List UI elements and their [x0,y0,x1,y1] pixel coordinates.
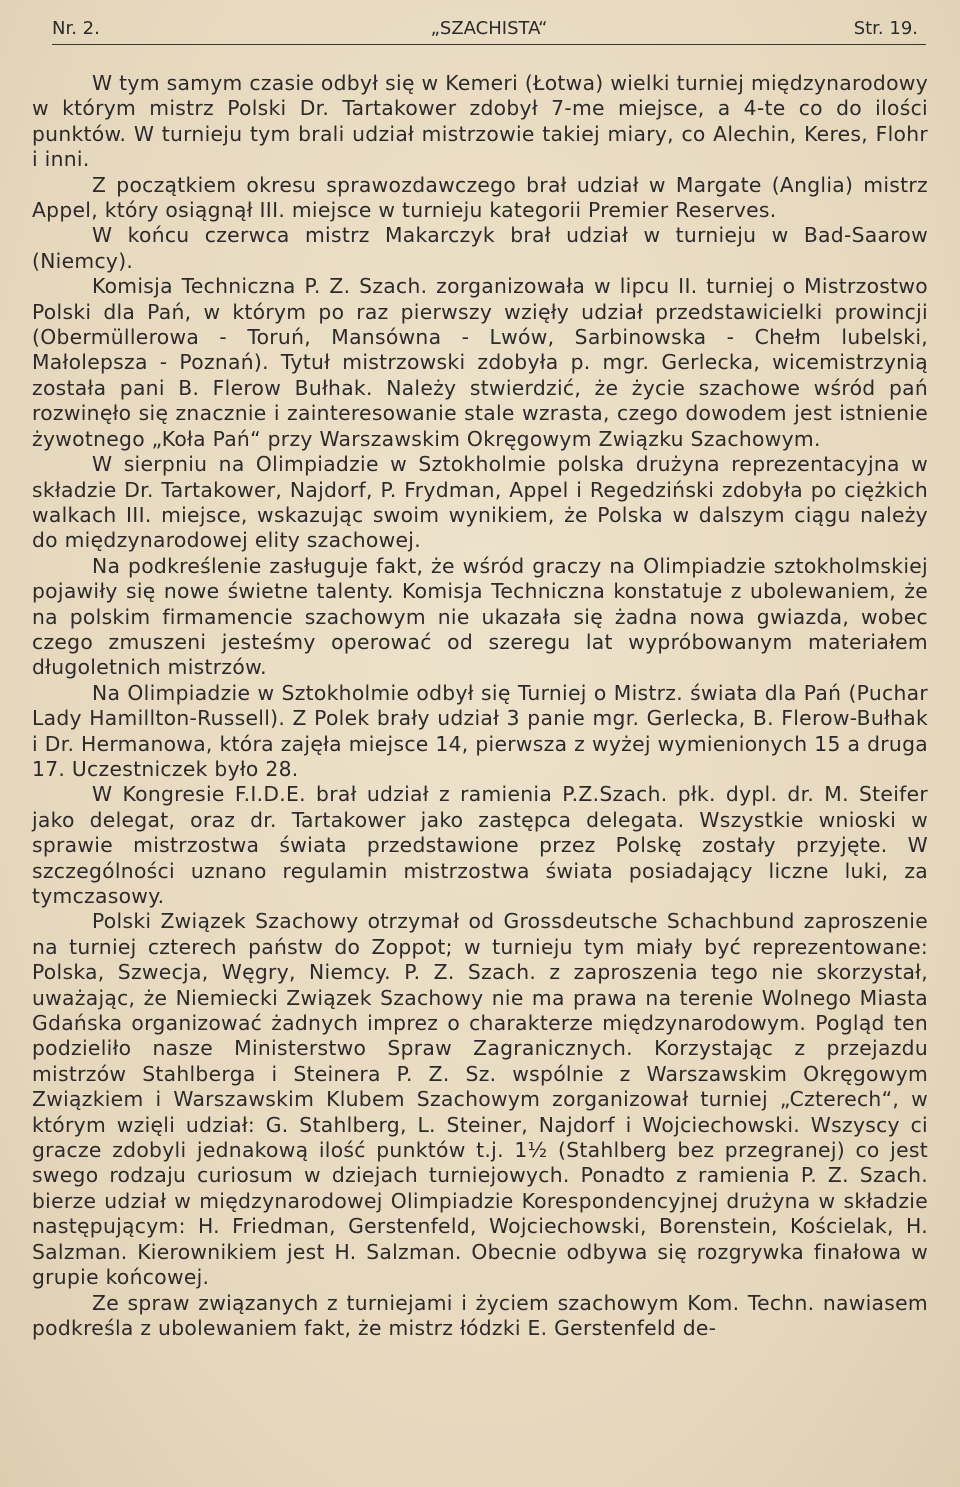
paragraph-technical-commission: Ze spraw związanych z turniejami i życiem szachowym Kom. Techn. nawiasem podkreśla z ubolewaniem fakt, że mistrz łódzki E. Gerstenfeld de- [32,1290,928,1340]
paragraph-olympiad: W sierpniu na Olimpiadzie w Sztokholmie polska drużyna reprezentacyjna w składzie Dr. Tartakower, Najdorf, P. Frydman, Appel i Regedziński zdobyła po ciężkich walkach III. miejsce, wskazując swoim wynikiem, że Polska w dalszym ciągu należy do międzynarodowej elity szachowej. [32,452,928,553]
paragraph-zoppot: Polski Związek Szachowy otrzymał od Grossdeutsche Schachbund zaproszenie na turniej czterech państw do Zoppot; w turnieju tym miały być reprezentowane: Polska, Szwecja, Węgry, Niemcy. P. Z. Szach. z zaproszenia tego nie skorzystał, uważając, że Niemiecki Związek Szachowy nie ma prawa na terenie Wolnego Miasta Gdańska organizować żadnych imprez o charakterze międzynarodowym. Pogląd ten podzieliło nasze Ministerstwo Spraw Zagranicznych. Korzystając z przejazdu mistrzów Stahlberga i Steinera P. Z. Sz. wspólnie z Warszawskim Okręgowym Związkiem i Warszawskim Klubem Szachowym zorganizował turniej „Czterech“, w którym wzięli udział: G. Stahlberg, L. Steiner, Najdorf i Wojciechowski. Wszyscy ci gracze zdobyli jednakową ilość punktów t.j. 1½ (Stahlberg bez przegranej) co jest swego rodzaju curiosum w dziejach turniejowych. Ponadto z ramienia P. Z. Szach. bierze udział w międzynarodowej Olimpiadzie Korespondencyjnej drużyna w składzie następującym: H. Friedman, Gerstenfeld, Wojciechowski, Borenstein, Kościelak, H. Salzman. Kierownikiem jest H. Salzman. Obecnie odbywa się rozgrywka finałowa w grupie końcowej. [32,909,928,1290]
paragraph-womens-championship: Komisja Techniczna P. Z. Szach. zorganizowała w lipcu II. turniej o Mistrzostwo Polski dla Pań, w którym po raz pierwszy wzięły udział przedstawicielki prowincji (Obermüllerowa - Toruń, Mansówna - Lwów, Sarbinowska - Chełm lubelski, Małolepsza - Poznań). Tytuł mistrzowski zdobyła p. mgr. Gerlecka, wicemistrzynią została pani B. Flerow Bułhak. Należy stwierdzić, że życie szachowe wśród pań rozwinęło się znacznie i zainteresowanie stale wzrasta, czego dowodem jest istnienie żywotnego „Koła Pań“ przy Warszawskim Okręgowym Związku Szachowym. [32,274,928,451]
running-header [52,14,926,45]
issue-number: Nr. 2. [52,18,100,39]
page-number: Str. 19. [853,18,918,39]
journal-title: „SZACHISTA“ [430,18,548,39]
paragraph-margate: Z początkiem okresu sprawozdawczego brał udział w Margate (Anglia) mistrz Appel, który osiągnął III. miejsce w turnieju kategorii Premier Reserves. [32,172,928,223]
paragraph-fide-congress: W Kongresie F.I.D.E. brał udział z ramienia P.Z.Szach. płk. dypl. dr. M. Steifer jako delegat, oraz dr. Tartakower jako zastępca delegata. Wszystkie wnioski w sprawie mistrzostwa świata przedstawione przez Polskę zostały przyjęte. W szczególności uznano regulamin mistrzostwa świata posiadający liczne luki, za tymczasowy. [32,782,928,908]
paragraph-bad-saarow: W końcu czerwca mistrz Makarczyk brał udział w turnieju w Bad-Saarow (Niemcy). [32,223,928,273]
paragraph-womens-world-tournament: Na Olimpiadzie w Sztokholmie odbył się Turniej o Mistrz. świata dla Pań (Puchar Lady Hamillton-Russell). Z Polek brały udział 3 panie mgr. Gerlecka, B. Flerow-Bułhak i Dr. Hermanowa, która zajęła miejsce 14, pierwsza z wyżej wymienionych 15 a druga 17. Uczestniczek było 28. [32,680,928,781]
paragraph-kemeri: W tym samym czasie odbył się w Kemeri (Łotwa) wielki turniej międzynarodowy w którym mistrz Polski Dr. Tartakower zdobył 7-me miejsce, a 4-te co do ilości punktów. W turnieju tym brali udział mistrzowie takiej miary, co Alechin, Keres, Flohr i inni. [32,71,928,172]
paragraph-new-talents: Na podkreślenie zasługuje fakt, że wśród graczy na Olimpiadzie sztokholmskiej pojawiły się nowe świetne talenty. Komisja Techniczna konstatuje z ubolewaniem, że na polskim firmamencie szachowym nie ukazała się żadna nowa gwiazda, wobec czego zmuszeni jesteśmy operować od szeregu lat wypróbowanym materiałem długoletnich mistrzów. [32,553,928,680]
article-body [32,71,928,1341]
